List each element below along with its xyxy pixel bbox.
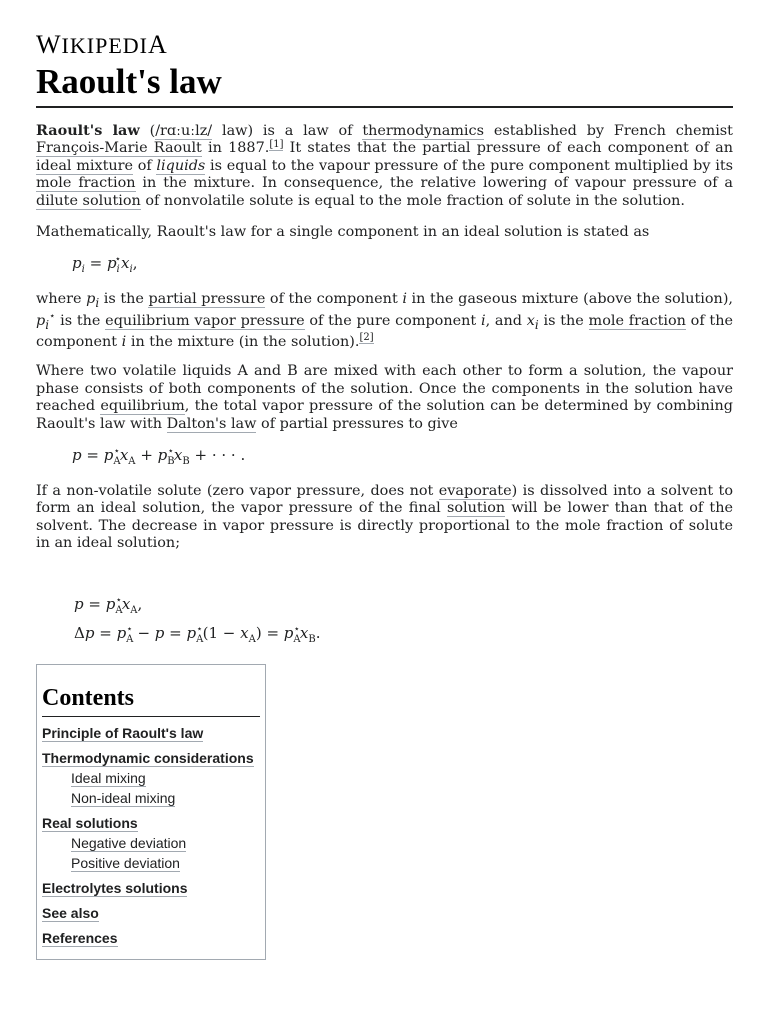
text: of	[133, 157, 157, 174]
wordmark-initial: W	[36, 30, 62, 59]
text: If a non-volatile solute (zero vapor pressure, does not	[36, 483, 439, 500]
wikipedia-wordmark[interactable]	[36, 30, 168, 60]
link-evaporate[interactable]: evaporate	[438, 483, 512, 500]
equation-line-1: $p = p_A^⋆x_A$,	[74, 594, 143, 616]
toc-label: Thermodynamic considerations	[42, 750, 254, 766]
text: Where two volatile liquids A and B are mixed with each other to form a solution, the vapour phase consists of both components of the solution. Once the components in the solution have reached	[36, 363, 733, 415]
link-dilute-solution[interactable]: dilute solution	[36, 192, 141, 209]
wordmark-final: A	[147, 30, 168, 59]
toc-label: Negative deviation	[71, 835, 187, 851]
lead-term: Raoult's law	[36, 122, 140, 139]
toc-item-references[interactable]	[42, 929, 260, 947]
article-body	[36, 122, 733, 651]
text: ) is dissolved into a solvent to form an ideal solution, the vapor pressure of the final	[36, 483, 733, 517]
page-title: Raoult's law	[36, 62, 222, 101]
toc-label: See also	[42, 905, 99, 921]
link-francois-marie-raoult[interactable]: François-Marie Raoult	[36, 140, 202, 157]
toc-item-see-also[interactable]	[42, 904, 260, 922]
text: of the component	[36, 312, 733, 350]
text: is the	[55, 312, 106, 329]
toc-label: Non-ideal mixing	[71, 790, 176, 806]
link-equilibrium[interactable]: equilibrium	[100, 398, 185, 415]
text: is equal to the vapour pressure of the pure component multiplied by its	[205, 157, 733, 174]
toc-item-thermodynamic[interactable]	[42, 749, 260, 767]
link-partial-pressure[interactable]: partial pressure	[148, 291, 266, 308]
math-intro-paragraph: Mathematically, Raoult's law for a single component in an ideal solution is stated as	[36, 224, 650, 241]
text: in the mixture. In consequence, the relative lowering of vapour pressure of a	[135, 175, 734, 192]
text: in the gaseous mixture (above the solution),	[406, 291, 734, 308]
text: of the component	[265, 291, 403, 308]
text: is the	[99, 291, 149, 308]
equation-line-2: $\Delta p = p_A^⋆ - p = p_A^⋆(1 - x_A) = p_A^⋆x_B$.	[74, 623, 321, 645]
text: is the	[538, 312, 589, 329]
link-solution[interactable]: solution	[446, 500, 506, 517]
text: where	[36, 291, 87, 308]
toc-item-non-ideal-mixing[interactable]	[71, 789, 260, 807]
link-mole-fraction[interactable]: mole fraction	[36, 175, 136, 192]
toc-label: Ideal mixing	[71, 770, 146, 786]
toc-item-real-solutions[interactable]	[42, 814, 260, 832]
text: law) is a law of	[212, 123, 363, 139]
text: in the mixture (in the solution).	[126, 334, 360, 350]
reference-2[interactable]: [2]	[359, 332, 374, 344]
link-mole-fraction-2[interactable]: mole fraction	[588, 312, 686, 329]
text: established by French chemist	[483, 123, 733, 139]
text: , the total vapor pressure of the solution can be determined by combining Raoult's law with	[36, 398, 733, 432]
text: It states that the partial pressure of each component of an	[283, 140, 734, 157]
text: (	[139, 123, 156, 139]
link-liquids[interactable]: liquids	[156, 157, 206, 174]
definition-paragraph: where $p_i$ is the partial pressure of the component i in the gaseous mixture (above the solution), $p_i^⋆$ is the equilibrium vapor pressure of the pure component i, and $x_i$ is the mole fraction of the component i in the mixture (in the solution).[2]	[36, 291, 734, 350]
equation-raoult: $p_i = p_i^⋆x_i$,	[72, 254, 138, 276]
text: will be lower than that of the solvent. The decrease in vapor pressure is directly proportional to the mole fraction of solute in an ideal solution;	[36, 500, 733, 552]
toc-item-principle[interactable]	[42, 724, 260, 742]
text: of the pure component	[304, 312, 481, 329]
toc-item-ideal-mixing[interactable]	[71, 769, 260, 787]
text: , and	[485, 312, 527, 329]
link-ideal-mixture[interactable]: ideal mixture	[36, 157, 134, 174]
equation-vapor-lowering	[74, 593, 733, 651]
wordmark-middle: IKIPEDI	[61, 33, 148, 58]
toc-label: Electrolytes solutions	[42, 880, 188, 896]
toc-label: Principle of Raoult's law	[42, 725, 204, 741]
volatile-liquids-paragraph	[36, 363, 733, 433]
text: of partial pressures to give	[256, 415, 458, 432]
text: of nonvolatile solute is equal to the mole fraction of solute in the solution.	[140, 192, 685, 209]
toc-label: References	[42, 930, 118, 946]
intro-paragraph	[36, 122, 733, 210]
table-of-contents	[36, 664, 266, 960]
toc-item-negative-deviation[interactable]	[71, 834, 260, 852]
text: in 1887.	[201, 140, 270, 157]
toc-item-electrolytes[interactable]	[42, 879, 260, 897]
link-equilibrium-vapor-pressure[interactable]: equilibrium vapor pressure	[105, 312, 305, 329]
toc-label: Positive deviation	[71, 855, 180, 871]
equation-total-pressure: $p = p_A^⋆x_A + p_B^⋆x_B$ + · · · .	[72, 446, 246, 468]
reference-1[interactable]: [1]	[269, 138, 284, 150]
ipa-link[interactable]: /rɑːuːlz/	[155, 123, 213, 139]
toc-title: Contents	[42, 685, 260, 717]
toc-item-positive-deviation[interactable]	[71, 854, 260, 872]
link-thermodynamics[interactable]: thermodynamics	[362, 123, 484, 139]
link-daltons-law[interactable]: Dalton's law	[166, 415, 257, 432]
toc-label: Real solutions	[42, 815, 138, 831]
nonvolatile-paragraph	[36, 483, 733, 553]
title-divider	[36, 106, 733, 108]
